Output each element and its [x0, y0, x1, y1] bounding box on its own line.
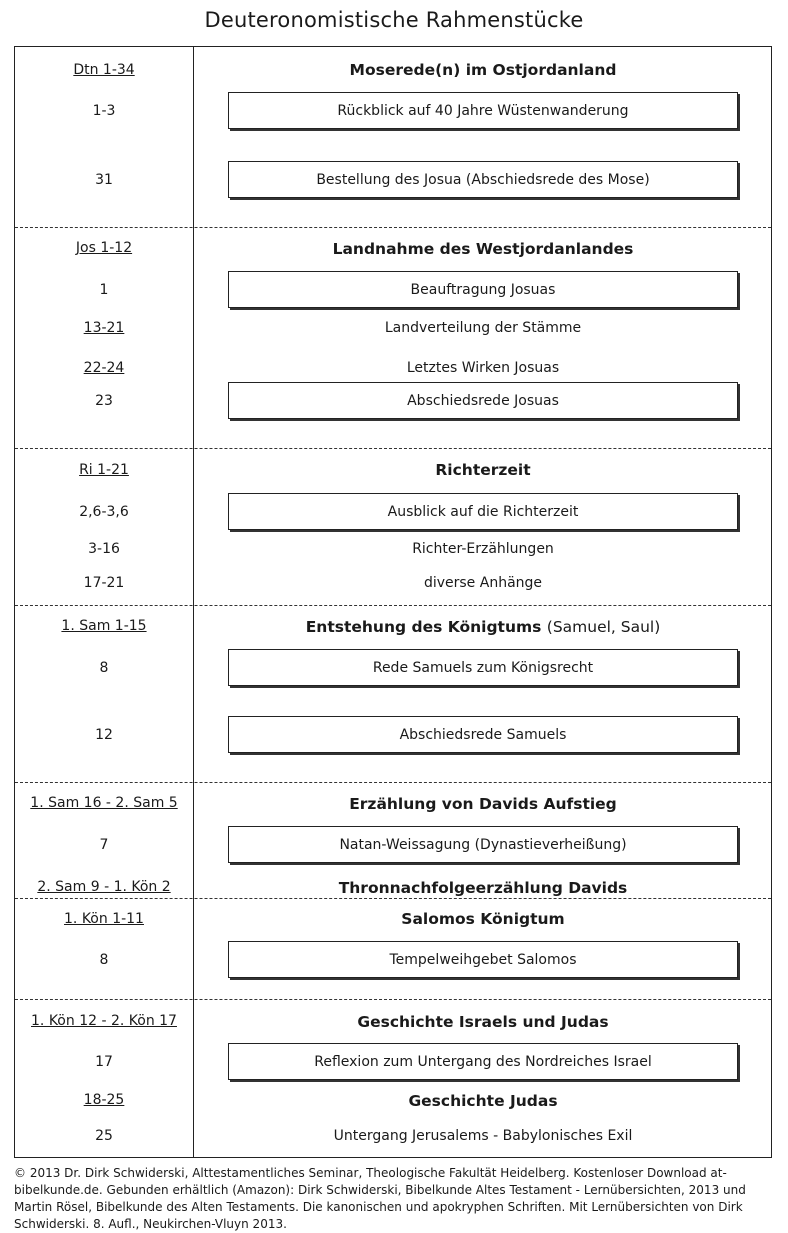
section-ref-dtn: Dtn 1-34	[73, 62, 135, 78]
row-ref: 22-24	[83, 360, 125, 376]
passage-text: diverse Anhänge	[423, 575, 543, 591]
section-divider	[15, 782, 771, 783]
heading-note: (Samuel, Saul)	[546, 618, 661, 636]
column-divider	[193, 47, 194, 1157]
copyright-footer: © 2013 Dr. Dirk Schwiderski, Alttestamentliches Seminar, Theologische Fakultät Heidelberg. Kostenloser Download at-bibelkunde.de. Gebunden erhältlich (Amazon): Dirk Schwiderski, Bibelkunde Altes Testament - Lernübersichten, 2013 und Martin Rösel, Bibelkunde des Alten Testaments. Die kanonischen und apokryphen Schriften. Mit Lernübersichten von Dirk Schwiderski. 8. Aufl., Neukirchen-Vluyn 2013.	[14, 1166, 746, 1231]
row-ref: 25	[95, 1128, 113, 1144]
boxed-passage: Reflexion zum Untergang des Nordreiches Israel	[228, 1043, 738, 1080]
row-ref: 3-16	[88, 541, 120, 557]
boxed-passage: Bestellung des Josua (Abschiedsrede des Mose)	[228, 161, 738, 198]
section-heading-jos: Landnahme des Westjordanlandes	[332, 240, 634, 258]
section-divider	[15, 999, 771, 1000]
subsection-heading: Geschichte Judas	[408, 1092, 558, 1110]
row-ref: 2. Sam 9 - 1. Kön 2	[37, 879, 171, 895]
boxed-passage: Abschiedsrede Josuas	[228, 382, 738, 419]
section-ref-ri: Ri 1-21	[79, 462, 129, 478]
row-ref: 2,6-3,6	[79, 504, 129, 520]
row-ref: 23	[95, 393, 113, 409]
section-heading-salomo: Salomos Königtum	[401, 910, 565, 928]
row-ref: 12	[95, 727, 113, 743]
row-ref: 13-21	[83, 320, 125, 336]
passage-text: Untergang Jerusalems - Babylonisches Exil	[333, 1128, 633, 1144]
heading-main: Entstehung des Königtums	[305, 618, 542, 636]
passage-text: Richter-Erzählungen	[412, 541, 554, 557]
row-ref: 8	[99, 660, 109, 676]
passage-text: Landverteilung der Stämme	[384, 320, 582, 336]
section-ref-salomo: 1. Kön 1-11	[64, 911, 144, 927]
row-ref: 31	[95, 172, 113, 188]
boxed-passage: Abschiedsrede Samuels	[228, 716, 738, 753]
section-heading-davids-aufstieg: Erzählung von Davids Aufstieg	[349, 795, 617, 813]
section-heading-israel-juda: Geschichte Israels und Judas	[357, 1013, 609, 1031]
boxed-passage: Rückblick auf 40 Jahre Wüstenwanderung	[228, 92, 738, 129]
row-ref: 17	[95, 1054, 113, 1070]
row-ref: 1	[99, 282, 109, 298]
section-ref-davids-aufstieg: 1. Sam 16 - 2. Sam 5	[30, 795, 178, 811]
row-ref: 7	[99, 837, 109, 853]
section-ref-1sam: 1. Sam 1-15	[61, 618, 147, 634]
boxed-passage: Natan-Weissagung (Dynastieverheißung)	[228, 826, 738, 863]
section-heading-dtn: Moserede(n) im Ostjordanland	[349, 61, 617, 79]
table-frame	[14, 46, 772, 1158]
section-divider	[15, 605, 771, 606]
passage-text: Letztes Wirken Josuas	[406, 360, 560, 376]
boxed-passage: Beauftragung Josuas	[228, 271, 738, 308]
section-heading-1sam	[194, 617, 772, 637]
row-ref: 1-3	[92, 103, 116, 119]
section-divider	[15, 227, 771, 228]
boxed-passage: Rede Samuels zum Königsrecht	[228, 649, 738, 686]
row-ref: 17-21	[83, 575, 125, 591]
section-ref-jos: Jos 1-12	[75, 240, 133, 256]
subsection-heading: Thronnachfolgeerzählung Davids	[338, 879, 628, 897]
boxed-passage: Tempelweihgebet Salomos	[228, 941, 738, 978]
page-title: Deuteronomistische Rahmenstücke	[204, 8, 584, 32]
section-heading-ri: Richterzeit	[435, 461, 531, 479]
boxed-passage: Ausblick auf die Richterzeit	[228, 493, 738, 530]
section-divider	[15, 898, 771, 899]
row-ref: 8	[99, 952, 109, 968]
section-ref-israel-juda: 1. Kön 12 - 2. Kön 17	[31, 1013, 177, 1029]
section-divider	[15, 448, 771, 449]
row-ref: 18-25	[83, 1092, 125, 1108]
